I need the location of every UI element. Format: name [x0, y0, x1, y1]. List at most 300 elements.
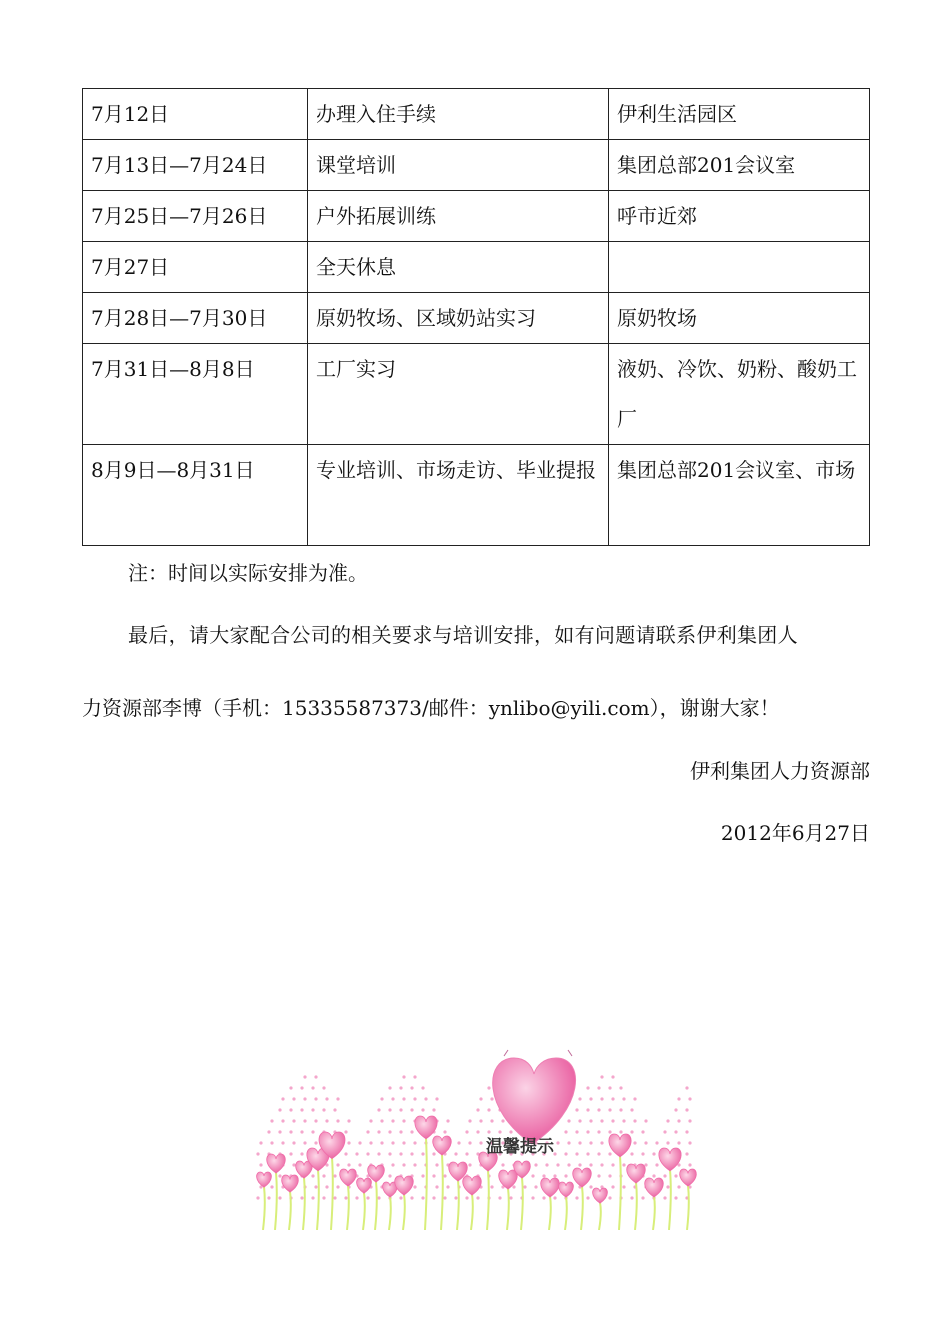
dot [476, 1108, 479, 1111]
heart-icon [282, 1175, 299, 1192]
dot [446, 1185, 449, 1188]
stem [599, 1202, 601, 1230]
dot [578, 1163, 581, 1166]
table-row [83, 140, 870, 191]
dot [479, 1097, 482, 1100]
dot [542, 1196, 545, 1199]
dot [677, 1119, 680, 1122]
dot [289, 1130, 292, 1133]
dot [399, 1196, 402, 1199]
date-cell: 7月12日 [83, 89, 308, 140]
location-cell [609, 242, 870, 293]
stem [635, 1182, 637, 1230]
dot [300, 1108, 303, 1111]
stem [619, 1156, 621, 1230]
dot [641, 1196, 644, 1199]
dot [597, 1130, 600, 1133]
location-cell: 原奶牧场 [609, 293, 870, 344]
dot [608, 1196, 611, 1199]
dot [600, 1163, 603, 1166]
dot [443, 1174, 446, 1177]
dot [564, 1152, 567, 1155]
dot [611, 1185, 614, 1188]
dot [597, 1174, 600, 1177]
dot [608, 1174, 611, 1177]
dot [597, 1108, 600, 1111]
dot [575, 1196, 578, 1199]
dot [259, 1141, 262, 1144]
dot [611, 1097, 614, 1100]
dot [289, 1108, 292, 1111]
dot [586, 1152, 589, 1155]
dot [303, 1119, 306, 1122]
stem [565, 1196, 567, 1230]
dot [553, 1196, 556, 1199]
dot [622, 1119, 625, 1122]
table-row [83, 242, 870, 293]
warm-tips-banner [252, 1048, 698, 1230]
banner-title: 温馨提示 [486, 1137, 554, 1157]
dot [300, 1130, 303, 1133]
dot [402, 1163, 405, 1166]
dot [586, 1196, 589, 1199]
dot [457, 1141, 460, 1144]
dot [655, 1163, 658, 1166]
stem [303, 1177, 305, 1230]
dot [465, 1152, 468, 1155]
heart-icon [627, 1164, 646, 1183]
dot [589, 1163, 592, 1166]
schedule-note: 注：时间以实际安排为准。 [128, 561, 368, 585]
dot [278, 1174, 281, 1177]
dot [454, 1196, 457, 1199]
heart-icon [593, 1188, 608, 1203]
dot [311, 1108, 314, 1111]
date-cell: 7月28日—7月30日 [83, 293, 308, 344]
dot [608, 1086, 611, 1089]
heart-icon [609, 1134, 631, 1157]
dot [278, 1130, 281, 1133]
closing-paragraph-line1: 最后，请大家配合公司的相关要求与培训安排，如有问题请联系伊利集团人 [128, 623, 798, 647]
dot [468, 1119, 471, 1122]
dot [578, 1141, 581, 1144]
dot [300, 1152, 303, 1155]
date-cell: 7月25日—7月26日 [83, 191, 308, 242]
dot [586, 1086, 589, 1089]
dot [333, 1174, 336, 1177]
dot [501, 1119, 504, 1122]
dot [575, 1130, 578, 1133]
dot [468, 1141, 471, 1144]
dot [413, 1141, 416, 1144]
dot [509, 1130, 512, 1133]
dot [688, 1163, 691, 1166]
stem [549, 1196, 551, 1230]
table-row [83, 89, 870, 140]
dot [674, 1196, 677, 1199]
dot [432, 1196, 435, 1199]
dot [633, 1141, 636, 1144]
dot [311, 1196, 314, 1199]
dot [391, 1163, 394, 1166]
dot [622, 1097, 625, 1100]
dot [388, 1108, 391, 1111]
dot [443, 1130, 446, 1133]
closing-paragraph-line2: 力资源部李博（手机：15335587373/邮件：ynlibo@yili.com），谢谢大家！ [82, 696, 780, 720]
dot [674, 1108, 677, 1111]
stem [347, 1185, 349, 1230]
dot [633, 1097, 636, 1100]
dot [622, 1163, 625, 1166]
heart-icon [340, 1169, 357, 1186]
dot [410, 1196, 413, 1199]
dot [292, 1163, 295, 1166]
dot [289, 1086, 292, 1089]
dot [564, 1130, 567, 1133]
stem [441, 1154, 443, 1230]
dot [270, 1185, 273, 1188]
stem [363, 1192, 365, 1230]
dot [303, 1075, 306, 1078]
dot [388, 1152, 391, 1155]
dot [259, 1163, 262, 1166]
date-cell: 7月31日—8月8日 [83, 344, 308, 445]
dot [314, 1185, 317, 1188]
heart-icon [463, 1176, 482, 1195]
dot [509, 1196, 512, 1199]
location-cell: 呼市近郊 [609, 191, 870, 242]
dot [534, 1163, 537, 1166]
dot [523, 1185, 526, 1188]
dot [377, 1152, 380, 1155]
stem [331, 1157, 333, 1230]
dot [311, 1174, 314, 1177]
dot [399, 1086, 402, 1089]
activity-cell: 全天休息 [308, 242, 609, 293]
dot [410, 1086, 413, 1089]
dot [388, 1174, 391, 1177]
dot [366, 1152, 369, 1155]
dot [325, 1185, 328, 1188]
dot [608, 1108, 611, 1111]
heart-icon [257, 1172, 272, 1187]
dot [344, 1130, 347, 1133]
dot [435, 1185, 438, 1188]
dot [666, 1141, 669, 1144]
dot [487, 1130, 490, 1133]
dot [655, 1141, 658, 1144]
dot [688, 1097, 691, 1100]
dot [336, 1163, 339, 1166]
dot [333, 1108, 336, 1111]
schedule-table [82, 88, 870, 546]
dot [432, 1108, 435, 1111]
dot [611, 1163, 614, 1166]
dot [567, 1163, 570, 1166]
stem [425, 1138, 427, 1230]
dot [421, 1152, 424, 1155]
dot [608, 1130, 611, 1133]
stem [263, 1186, 265, 1230]
stem [389, 1196, 391, 1230]
dot [666, 1185, 669, 1188]
dot [377, 1130, 380, 1133]
dot [443, 1196, 446, 1199]
dot [256, 1196, 259, 1199]
dot [413, 1075, 416, 1078]
dot [597, 1086, 600, 1089]
dot [314, 1119, 317, 1122]
dot [402, 1097, 405, 1100]
dot [652, 1152, 655, 1155]
dot [413, 1185, 416, 1188]
stem [403, 1194, 405, 1230]
table-row [83, 293, 870, 344]
dot [336, 1185, 339, 1188]
dot [380, 1097, 383, 1100]
stem [457, 1180, 459, 1230]
dot [377, 1108, 380, 1111]
dot [300, 1086, 303, 1089]
dot [490, 1119, 493, 1122]
stem [669, 1170, 671, 1230]
stem [275, 1172, 277, 1230]
heart-icon [573, 1168, 592, 1187]
dot [322, 1196, 325, 1199]
dot [322, 1086, 325, 1089]
dot [388, 1130, 391, 1133]
activity-cell: 原奶牧场、区域奶站实习 [308, 293, 609, 344]
table-row [83, 445, 870, 546]
dot [531, 1196, 534, 1199]
dot [685, 1130, 688, 1133]
dot [586, 1130, 589, 1133]
dot [446, 1119, 449, 1122]
dot [355, 1196, 358, 1199]
dot [325, 1119, 328, 1122]
dot [292, 1141, 295, 1144]
dot [270, 1119, 273, 1122]
dot [619, 1108, 622, 1111]
dot [314, 1141, 317, 1144]
dot [688, 1141, 691, 1144]
dot [314, 1097, 317, 1100]
dot [531, 1174, 534, 1177]
heart-icon [357, 1178, 372, 1193]
dot [281, 1097, 284, 1100]
dot [663, 1130, 666, 1133]
dot [663, 1196, 666, 1199]
dot [278, 1108, 281, 1111]
activity-cell: 办理入住手续 [308, 89, 609, 140]
dot [575, 1108, 578, 1111]
dot [413, 1097, 416, 1100]
dot [600, 1119, 603, 1122]
activity-cell: 户外拓展训练 [308, 191, 609, 242]
dot [663, 1174, 666, 1177]
dot [501, 1163, 504, 1166]
dot [270, 1141, 273, 1144]
dot [454, 1152, 457, 1155]
heart-icon [267, 1154, 286, 1173]
dot [380, 1141, 383, 1144]
activity-cell: 专业培训、市场走访、毕业提报 [308, 445, 609, 546]
dot [479, 1119, 482, 1122]
dot [608, 1152, 611, 1155]
dot [267, 1130, 270, 1133]
dot [314, 1075, 317, 1078]
dot [490, 1097, 493, 1100]
dot [391, 1141, 394, 1144]
dot [347, 1141, 350, 1144]
dot [281, 1141, 284, 1144]
dot [630, 1130, 633, 1133]
dot [402, 1075, 405, 1078]
dot [465, 1196, 468, 1199]
dot [289, 1152, 292, 1155]
dot [278, 1196, 281, 1199]
dot [369, 1119, 372, 1122]
activity-cell: 工厂实习 [308, 344, 609, 445]
dot [402, 1119, 405, 1122]
dot [322, 1108, 325, 1111]
stem [653, 1196, 655, 1230]
heart-icon [433, 1136, 452, 1155]
dot [685, 1086, 688, 1089]
dot [597, 1152, 600, 1155]
dot [578, 1119, 581, 1122]
dot [347, 1119, 350, 1122]
dot [633, 1119, 636, 1122]
dot [589, 1185, 592, 1188]
dot [600, 1097, 603, 1100]
dot [630, 1152, 633, 1155]
dot [553, 1174, 556, 1177]
dot [512, 1185, 515, 1188]
stem [581, 1186, 583, 1230]
dot [303, 1097, 306, 1100]
dot [641, 1152, 644, 1155]
dot [410, 1152, 413, 1155]
dot [619, 1086, 622, 1089]
dot [355, 1152, 358, 1155]
dot [677, 1097, 680, 1100]
dot [325, 1097, 328, 1100]
stem [375, 1181, 377, 1230]
dot [366, 1196, 369, 1199]
heart-icon [645, 1178, 664, 1197]
dot [677, 1185, 680, 1188]
dot [432, 1152, 435, 1155]
dot [479, 1141, 482, 1144]
dot [344, 1152, 347, 1155]
location-cell: 集团总部201会议室、市场 [609, 445, 870, 546]
table-row [83, 344, 870, 445]
dot [630, 1108, 633, 1111]
dot [674, 1130, 677, 1133]
dot [424, 1097, 427, 1100]
dot [344, 1196, 347, 1199]
dot [391, 1097, 394, 1100]
dot [388, 1086, 391, 1089]
table-row [83, 191, 870, 242]
dot [391, 1119, 394, 1122]
dot [567, 1119, 570, 1122]
small-hearts [257, 1116, 697, 1203]
dot [600, 1141, 603, 1144]
dot [421, 1108, 424, 1111]
dot [652, 1174, 655, 1177]
dot [611, 1075, 614, 1078]
dot [333, 1196, 336, 1199]
dot [685, 1108, 688, 1111]
dot [413, 1163, 416, 1166]
dot [644, 1119, 647, 1122]
dot [399, 1130, 402, 1133]
dot [281, 1119, 284, 1122]
date-cell: 7月13日—7月24日 [83, 140, 308, 191]
dot [380, 1119, 383, 1122]
dot [347, 1163, 350, 1166]
dot [300, 1196, 303, 1199]
dot [267, 1196, 270, 1199]
dot [476, 1130, 479, 1133]
stem [289, 1191, 291, 1230]
heart-icon [659, 1148, 681, 1171]
dot [589, 1097, 592, 1100]
dot [421, 1174, 424, 1177]
dot [487, 1086, 490, 1089]
dot [556, 1163, 559, 1166]
heart-icon [680, 1169, 697, 1186]
dot [685, 1152, 688, 1155]
big-heart-icon [493, 1050, 576, 1144]
dot [421, 1196, 424, 1199]
dot [311, 1086, 314, 1089]
stem [471, 1194, 473, 1230]
dot [468, 1163, 471, 1166]
dot [630, 1196, 633, 1199]
dot [421, 1086, 424, 1089]
dot [476, 1196, 479, 1199]
dot [542, 1174, 545, 1177]
dot [622, 1185, 625, 1188]
dot [322, 1174, 325, 1177]
dot [575, 1152, 578, 1155]
date-cell: 8月9日—8月31日 [83, 445, 308, 546]
dot [366, 1130, 369, 1133]
dot [666, 1119, 669, 1122]
dot [567, 1141, 570, 1144]
dot [292, 1097, 295, 1100]
dot [402, 1141, 405, 1144]
dot [534, 1185, 537, 1188]
dot [292, 1119, 295, 1122]
dot [311, 1130, 314, 1133]
dot [336, 1119, 339, 1122]
dot [465, 1130, 468, 1133]
dot [619, 1130, 622, 1133]
dot [586, 1108, 589, 1111]
stem [507, 1188, 509, 1230]
stem [487, 1170, 489, 1230]
stem [687, 1185, 689, 1230]
location-cell: 集团总部201会议室 [609, 140, 870, 191]
dot [589, 1119, 592, 1122]
stem [317, 1170, 319, 1230]
dot [641, 1130, 644, 1133]
location-cell: 液奶、冷饮、奶粉、酸奶工厂 [609, 344, 870, 445]
